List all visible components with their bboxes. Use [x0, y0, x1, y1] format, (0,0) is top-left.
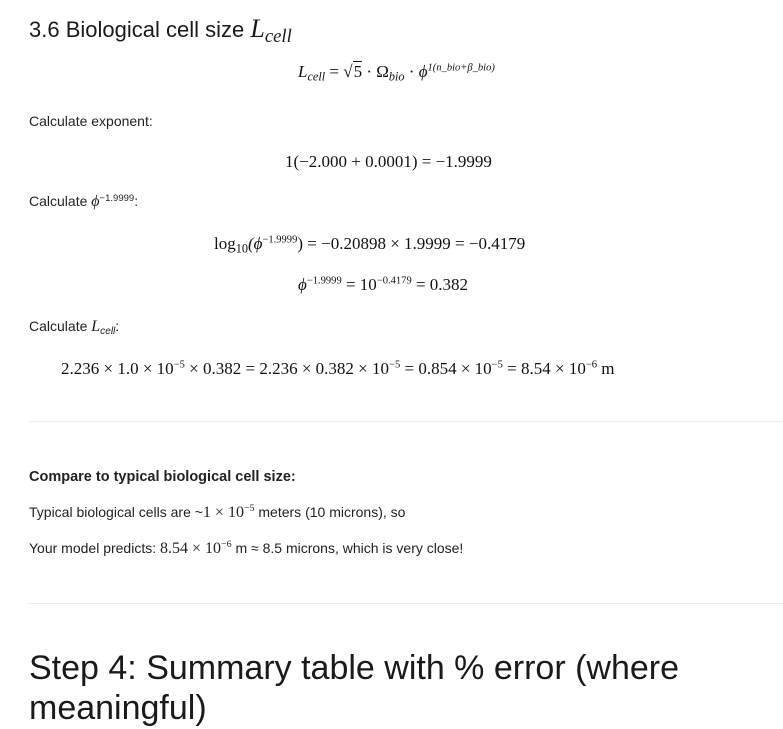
lcell-label-suffix: : — [115, 318, 120, 334]
heading-symbol-base: L — [250, 14, 265, 43]
compare-model-value: 8.54 × 10 — [160, 540, 222, 558]
compare-typical — [29, 503, 405, 522]
log-rhs: = −0.20898 × 1.9999 = −0.4179 — [303, 234, 526, 253]
omega-sub: bio — [388, 69, 405, 84]
log-func: log — [214, 234, 236, 253]
omega-symbol: Ω — [376, 62, 389, 81]
compare-title: Compare to typical biological cell size: — [29, 469, 296, 485]
compare-typical-math — [203, 504, 255, 521]
compare-typical-prefix: Typical biological cells are ~ — [29, 504, 203, 521]
lcell-eq-c-exp: −5 — [491, 359, 503, 371]
log-arg-close: ) — [297, 234, 304, 253]
lcell-eq-c: = 0.854 × 10 — [400, 359, 492, 378]
lcell-eq-b: × 0.382 = 2.236 × 0.382 × 10 — [184, 359, 390, 378]
main-formula: $L_{cell} = √5 \cdot \Omega_{bio} \cdot \phi^{1(n\_bio+\beta\_bio)}$ — [298, 62, 495, 84]
phi-power-equation — [298, 275, 468, 295]
phi-power-mid-exp: −0.4179 — [376, 275, 412, 287]
divider-1 — [29, 421, 783, 422]
log-equation — [214, 234, 525, 256]
formula-lhs: L — [298, 62, 308, 81]
phi-symbol: ϕ — [418, 62, 428, 81]
lcell-label-symbol: L — [91, 318, 101, 335]
compare-typical-suffix: meters (10 microns), so — [254, 504, 406, 521]
heading-symbol-sub: cell — [264, 26, 292, 48]
compare-typical-exp: −5 — [243, 503, 255, 514]
exponent-label: Calculate exponent: — [29, 113, 153, 129]
divider-2 — [29, 603, 783, 604]
section-heading-text: 3.6 Biological cell size — [29, 17, 245, 42]
section-heading — [29, 14, 292, 48]
lcell-eq-d: = 8.54 × 10 — [502, 359, 586, 378]
formula-lhs-sub: cell — [307, 69, 326, 84]
phi-power-label — [29, 193, 138, 211]
step-4-heading: Step 4: Summary table with % error (where meaningful) — [29, 649, 680, 727]
lcell-eq-unit: m — [597, 359, 615, 378]
phi-power-label-suffix: : — [134, 193, 139, 210]
compare-model-prefix: Your model predicts: — [29, 540, 160, 557]
log-arg-open: (ϕ — [247, 234, 263, 253]
lcell-eq-b-exp: −5 — [389, 359, 401, 371]
phi-power-base: ϕ — [298, 275, 307, 294]
log-base: 10 — [235, 241, 248, 256]
phi-power-rhs: = 0.382 — [411, 275, 469, 294]
log-arg-exp: −1.9999 — [262, 234, 298, 246]
phi-power-mid: = 10 — [341, 275, 377, 294]
sqrt-symbol: √ — [343, 62, 353, 81]
lcell-equation — [61, 359, 615, 379]
phi-power-label-exp: −1.9999 — [99, 193, 135, 204]
phi-power-label-prefix: Calculate — [29, 193, 88, 210]
compare-model-math — [160, 540, 232, 557]
heading-symbol — [250, 14, 292, 48]
compare-model-exp: −6 — [221, 539, 232, 550]
lcell-eq-d-exp: −6 — [585, 359, 598, 371]
compare-model-suffix: m ≈ 8.5 microns, which is very close! — [231, 540, 464, 557]
lcell-label-sub: cell — [100, 325, 116, 337]
lcell-label-prefix: Calculate — [29, 318, 88, 334]
lcell-eq-a: 2.236 × 1.0 × 10 — [61, 359, 174, 378]
formula-exponent: 1(n_bio+β_bio) — [427, 62, 495, 74]
phi-power-exp: −1.9999 — [306, 275, 342, 287]
compare-typical-value: 1 × 10 — [202, 504, 244, 522]
phi-power-label-base: ϕ — [91, 193, 100, 211]
compare-model — [29, 539, 463, 558]
lcell-eq-a-exp: −5 — [173, 359, 185, 371]
lcell-label — [29, 318, 119, 337]
sqrt-arg: 5 — [353, 62, 363, 81]
exponent-equation: 1(−2.000 + 0.0001) = −1.9999 — [285, 152, 492, 171]
